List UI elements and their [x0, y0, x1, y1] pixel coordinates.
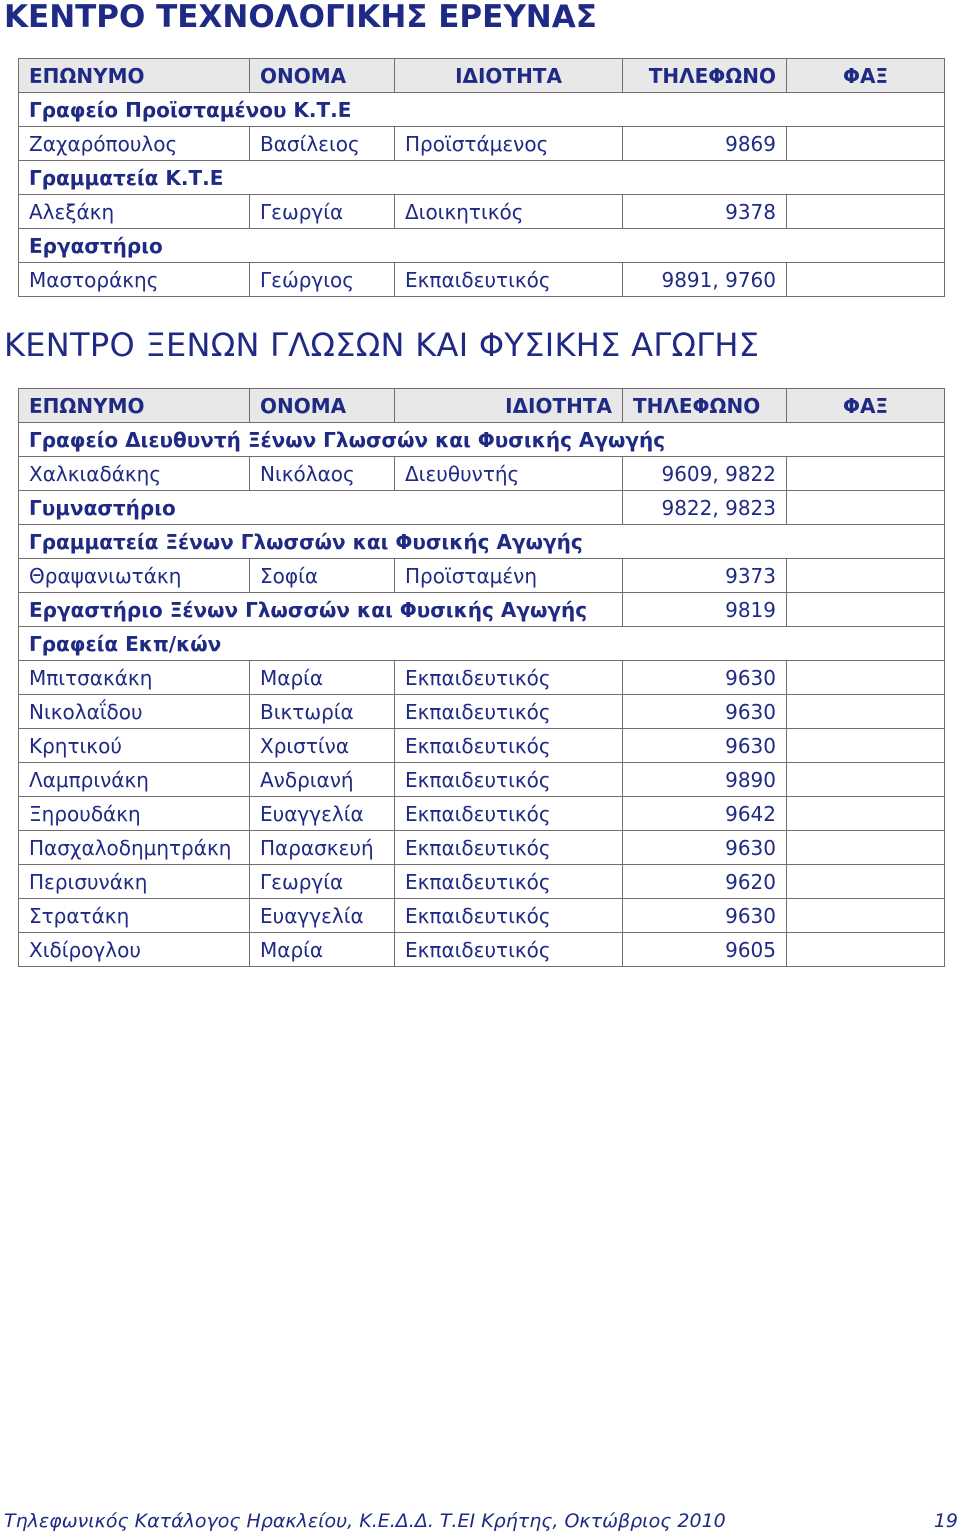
col-fax-header: ΦΑΞ: [787, 59, 945, 93]
phone-cell: 9609, 9822: [623, 457, 787, 491]
phone-cell: 9819: [623, 593, 787, 627]
group-label: Γυμναστήριο: [19, 491, 623, 525]
phone-cell: 9630: [623, 729, 787, 763]
group-row: [19, 525, 945, 559]
table-row: [19, 263, 945, 297]
name-cell: Βικτωρία: [250, 695, 395, 729]
table-row: [19, 127, 945, 161]
surname-cell: Περισυνάκη: [19, 865, 250, 899]
name-cell: Ευαγγελία: [250, 899, 395, 933]
group-label: Γραφείο Προϊσταμένου Κ.Τ.Ε: [19, 93, 945, 127]
group-label: Εργαστήριο Ξένων Γλωσσών και Φυσικής Αγωγής: [19, 593, 623, 627]
phone-cell: 9630: [623, 831, 787, 865]
name-cell: Ευαγγελία: [250, 797, 395, 831]
name-cell: Γεωργία: [250, 865, 395, 899]
col-fax-header: ΦΑΞ: [787, 389, 945, 423]
fax-cell: [787, 491, 945, 525]
fax-cell: [787, 763, 945, 797]
group-row: [19, 93, 945, 127]
table-row: [19, 457, 945, 491]
table-row: [19, 661, 945, 695]
table-row: [19, 195, 945, 229]
fax-cell: [787, 729, 945, 763]
phone-cell: 9620: [623, 865, 787, 899]
role-cell: Εκπαιδευτικός: [395, 729, 623, 763]
surname-cell: Πασχαλοδημητράκη: [19, 831, 250, 865]
table-row: [19, 763, 945, 797]
role-cell: Εκπαιδευτικός: [395, 263, 623, 297]
fax-cell: [787, 559, 945, 593]
role-cell: Εκπαιδευτικός: [395, 797, 623, 831]
role-cell: Διοικητικός: [395, 195, 623, 229]
name-cell: Χριστίνα: [250, 729, 395, 763]
col-role-header: ΙΔΙΟΤΗΤΑ: [395, 389, 623, 423]
table-row: [19, 831, 945, 865]
footer-text: Τηλεφωνικός Κατάλογος Ηρακλείου, Κ.Ε.Δ.Δ. Τ.ΕΙ Κρήτης, Οκτώβριος 2010: [4, 1510, 726, 1532]
phone-cell: 9378: [623, 195, 787, 229]
section1-table: [18, 58, 945, 297]
surname-cell: Χαλκιαδάκης: [19, 457, 250, 491]
phone-cell: 9642: [623, 797, 787, 831]
table-row: [19, 559, 945, 593]
group-row: [19, 423, 945, 457]
role-cell: Εκπαιδευτικός: [395, 661, 623, 695]
col-name-header: ΟΝΟΜΑ: [250, 59, 395, 93]
group-row: [19, 229, 945, 263]
page-footer: [4, 1510, 958, 1532]
fax-cell: [787, 695, 945, 729]
page-number: 19: [933, 1510, 958, 1532]
surname-cell: Κρητικού: [19, 729, 250, 763]
fax-cell: [787, 865, 945, 899]
surname-cell: Νικολαΐδου: [19, 695, 250, 729]
group-label: Εργαστήριο: [19, 229, 945, 263]
phone-cell: 9630: [623, 899, 787, 933]
section2-title: ΚΕΝΤΡΟ ΞΕΝΩΝ ΓΛΩΣΩΝ ΚΑΙ ΦΥΣΙΚΗΣ ΑΓΩΓΗΣ: [4, 326, 760, 364]
group-label: Γραμματεία Κ.Τ.Ε: [19, 161, 945, 195]
fax-cell: [787, 195, 945, 229]
section2-table: [18, 388, 945, 967]
section1-title: ΚΕΝΤΡΟ ΤΕΧΝΟΛΟΓΙΚΗΣ ΕΡΕΥΝΑΣ: [4, 0, 597, 35]
role-cell: Προϊστάμενος: [395, 127, 623, 161]
fax-cell: [787, 593, 945, 627]
role-cell: Εκπαιδευτικός: [395, 865, 623, 899]
fax-cell: [787, 263, 945, 297]
phone-cell: 9890: [623, 763, 787, 797]
name-cell: Σοφία: [250, 559, 395, 593]
fax-cell: [787, 661, 945, 695]
name-cell: Γεώργιος: [250, 263, 395, 297]
col-surname-header: ΕΠΩΝΥΜΟ: [19, 59, 250, 93]
col-surname-header: ΕΠΩΝΥΜΟ: [19, 389, 250, 423]
name-cell: Μαρία: [250, 661, 395, 695]
fax-cell: [787, 797, 945, 831]
fax-cell: [787, 831, 945, 865]
table-row: [19, 797, 945, 831]
surname-cell: Μπιτσακάκη: [19, 661, 250, 695]
surname-cell: Στρατάκη: [19, 899, 250, 933]
fax-cell: [787, 899, 945, 933]
name-cell: Μαρία: [250, 933, 395, 967]
group-row: [19, 491, 945, 525]
phone-cell: 9869: [623, 127, 787, 161]
col-phone-header: ΤΗΛΕΦΩΝΟ: [623, 389, 787, 423]
role-cell: Προϊσταμένη: [395, 559, 623, 593]
table-row: [19, 695, 945, 729]
fax-cell: [787, 933, 945, 967]
role-cell: Διευθυντής: [395, 457, 623, 491]
fax-cell: [787, 457, 945, 491]
name-cell: Γεωργία: [250, 195, 395, 229]
phone-cell: 9373: [623, 559, 787, 593]
group-label: Γραμματεία Ξένων Γλωσσών και Φυσικής Αγωγής: [19, 525, 945, 559]
phone-cell: 9630: [623, 695, 787, 729]
surname-cell: Λαμπρινάκη: [19, 763, 250, 797]
table-header: [19, 59, 945, 93]
role-cell: Εκπαιδευτικός: [395, 695, 623, 729]
name-cell: Παρασκευή: [250, 831, 395, 865]
surname-cell: Θραψανιωτάκη: [19, 559, 250, 593]
col-role-header: ΙΔΙΟΤΗΤΑ: [395, 59, 623, 93]
table-header: [19, 389, 945, 423]
staff-rows: [19, 661, 945, 967]
table-row: [19, 865, 945, 899]
role-cell: Εκπαιδευτικός: [395, 831, 623, 865]
group-label: Γραφείο Διευθυντή Ξένων Γλωσσών και Φυσικής Αγωγής: [19, 423, 945, 457]
surname-cell: Χιδίρογλου: [19, 933, 250, 967]
surname-cell: Μαστοράκης: [19, 263, 250, 297]
phone-cell: 9630: [623, 661, 787, 695]
name-cell: Νικόλαος: [250, 457, 395, 491]
role-cell: Εκπαιδευτικός: [395, 899, 623, 933]
surname-cell: Ζαχαρόπουλος: [19, 127, 250, 161]
group-row: [19, 627, 945, 661]
surname-cell: Ξηρουδάκη: [19, 797, 250, 831]
col-phone-header: ΤΗΛΕΦΩΝΟ: [623, 59, 787, 93]
group-row: [19, 161, 945, 195]
group-label: Γραφεία Εκπ/κών: [19, 627, 945, 661]
name-cell: Βασίλειος: [250, 127, 395, 161]
name-cell: Ανδριανή: [250, 763, 395, 797]
role-cell: Εκπαιδευτικός: [395, 763, 623, 797]
phone-cell: 9891, 9760: [623, 263, 787, 297]
role-cell: Εκπαιδευτικός: [395, 933, 623, 967]
fax-cell: [787, 127, 945, 161]
group-row: [19, 593, 945, 627]
col-name-header: ΟΝΟΜΑ: [250, 389, 395, 423]
table-row: [19, 899, 945, 933]
surname-cell: Αλεξάκη: [19, 195, 250, 229]
phone-cell: 9605: [623, 933, 787, 967]
table-row: [19, 729, 945, 763]
table-row: [19, 933, 945, 967]
phone-cell: 9822, 9823: [623, 491, 787, 525]
